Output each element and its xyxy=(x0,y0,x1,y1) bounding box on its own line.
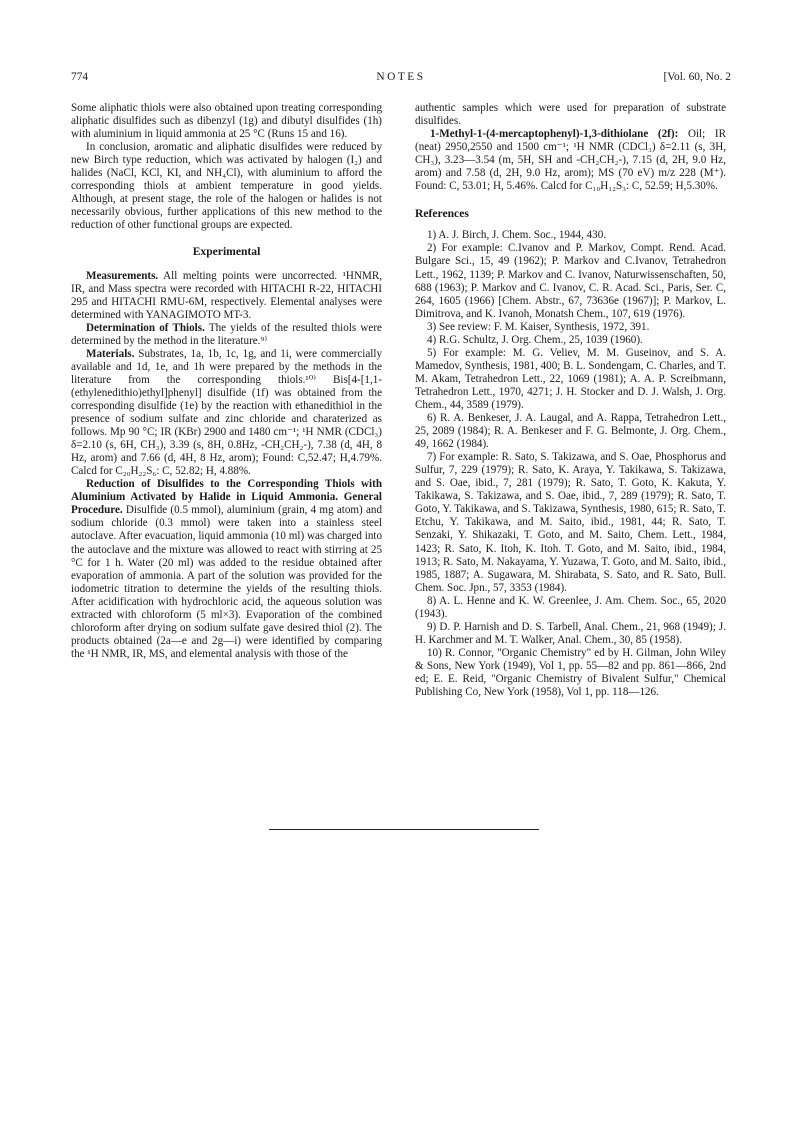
volume-info: [Vol. 60, No. 2 xyxy=(663,71,731,83)
right-column xyxy=(415,102,726,699)
reference-item: 1) A. J. Birch, J. Chem. Soc., 1944, 430. xyxy=(427,229,607,242)
reference-item: 7) For example: R. Sato, S. Takizawa, and S. Oae, Phosphorus and Sulfur, 7, 229 (1979); R. Sato, K. Araya, Y. Takikawa, S. Takizawa, and S. Oae, ibid., 7, 281 (1979); R. Sato, T. Goto, K. Kakuta, Y. Takikawa, S. Takizawa, and S. Oae, ibid., 7, 289 (1979); R. Sato, T. Goto, Y. Takikawa, and S. Takizawa, Synthesis, 1980, 615; R. Sato, T. Etchu, Y. Takikawa, and M. Saito, ibid., 1981, 44; R. Sato, T. Senzaki, Y. Shikazaki, T. Goto, and M. Saito, Chem. Lett., 1984, 1423; R. Sato, K. Itoh, K. Itoh. T. Goto, and M. Saito, ibid., 1984, 1913; R. Sato, M. Nakayama, Y. Yuzawa, T. Goto, and M. Saito, ibid., 1985, 1887; A. Sugawara, M. Shirabata, S. Sato, and R. Sato, Bull. Chem. Soc. Jpn., 57, 3353 (1984). xyxy=(415,451,727,594)
body-paragraph: Some aliphatic thiols were also obtained upon treating corresponding aliphatic disulfides such as dibenzyl (1g) and dibutyl disulfides (1h) with aluminium in liquid ammonia at 25 °C (Runs 15 and 16). xyxy=(71,102,382,141)
paragraph-text: The yields of the resulted thiols were determined by the method in the literature.⁹⁾ xyxy=(71,321,382,347)
reference-item: 2) For example: C.Ivanov and P. Markov, Compt. Rend. Acad. Bulgare Sci., 15, 49 (1962); P. Markov and C.Ivanov, Tetrahedron Lett., 1962, 1139; P. Markov and C. Ivanov, Naturwissenschaften, 50, 688 (1963); P. Markov and C. Ivanov, C. R. Acad. Sci., Paris, Ser. C, 264, 1605 (1966) [Chem. Abstr., 67, 73636e (1967)]; P. Markov, L. Dimitrova, and K. Ivanoh, Monatsh Chem., 107, 619 (1976). xyxy=(415,242,726,320)
run-in-heading: Reduction of Disulfides to the Corresponding Thiols with Aluminium Activated by Halide in Liquid Ammonia. General Procedure. xyxy=(71,478,382,517)
reference-item: 6) R. A. Benkeser, J. A. Laugal, and A. Rappa, Tetrahedron Lett., 25, 2089 (1984); R. A. Benkeser and F. G. Belmonte, J. Org. Chem., 49, 1662 (1984). xyxy=(415,412,726,451)
reference-list xyxy=(415,229,726,699)
reference-item: 10) R. Connor, "Organic Chemistry" ed by H. Gilman, John Wiley & Sons, New York (1949), Vol 1, pp. 55—82 and pp. 861—866, 2nd ed; E. E. Reid, "Organic Chemistry of Bivalent Sulfur," Chemical Publishing Co, New York (1958), Vol 1, pp. 118—126. xyxy=(415,646,726,699)
continued-paragraph: authentic samples which were used for preparation of substrate disulfides. xyxy=(415,102,726,128)
determination-paragraph xyxy=(71,322,382,348)
experimental-heading: Experimental xyxy=(192,245,261,259)
measurements-paragraph xyxy=(71,270,382,322)
reference-item: 4) R.G. Schultz, J. Org. Chem., 25, 1039 (1960). xyxy=(427,333,643,346)
running-header xyxy=(71,70,731,84)
reference-item: 8) A. L. Henne and K. W. Greenlee, J. Am. Chem. Soc., 65, 2020 (1943). xyxy=(415,594,726,620)
end-rule xyxy=(269,829,539,830)
paragraph-text: Oil; IR (neat) 2950,2550 and 1500 cm⁻¹; ¹H NMR (CDCl₃) δ=2.11 (s, 3H, CH₃), 3.23—3.54 (m, 5H, SH and -CH₂CH₂-), 7.15 (d, 2H, 9.0 Hz, arom) and 7.58 (d, 2H, 9.0 Hz, arom); MS (70 eV) m/z 228 (M⁺). Found: C, 53.01; H, 5.46%. Calcd for C₁₀H₁₂S₃: C, 52.59; H,5.30%. xyxy=(415,128,726,193)
body-paragraph: In conclusion, aromatic and aliphatic disulfides were reduced by new Birch type reduction, which was activated by halogen (I₂) and halides (NaCl, KCl, KI, and NH₄Cl), with aluminium to afford the corresponding thiols at ambient temperature in good yields. Although, at present stage, the role of the halogen or halides is not necessarily obvious, further applications of this new method to the reduction of other functional groups are expected. xyxy=(71,141,382,232)
paragraph-text: All melting points were uncorrected. ¹HNMR, IR, and Mass spectra were recorded with HITACHI R-22, HITACHI 295 and HITACHI RMU-6M, respectively. Elemental analyses were determined with YANAGIMOTO MT-3. xyxy=(71,269,382,321)
reference-item: 9) D. P. Harnish and D. S. Tarbell, Anal. Chem., 21, 968 (1949); J. H. Karchmer and M. T. Walker, Anal. Chem., 30, 85 (1958). xyxy=(415,620,726,646)
run-in-heading: Measurements. xyxy=(86,269,159,282)
procedure-paragraph xyxy=(71,478,382,661)
reference-item: 5) For example: M. G. Veliev, M. M. Guseinov, and S. A. Mamedov, Synthesis, 1981, 400; B. L. Sondengam, C. Charles, and T. M. Akam, Tetrahedron Lett., 22, 1069 (1981); A. A. P. Screibmann, Tetrahedron Lett., 1970, 4271; J. H. Stocker and D. J. Walsh, J. Org. Chem., 44, 3589 (1979). xyxy=(415,346,727,411)
references-heading: References xyxy=(415,207,469,221)
page-number: 774 xyxy=(71,71,89,83)
paragraph-text: Disulfide (0.5 mmol), aluminium (grain, 4 mg atom) and sodium chloride (0.3 mmol) were taken into a stainless steel autoclave. After evacuation, liquid ammonia (10 ml) was charged into the autoclave and the mixture was allowed to react with stirring at 25 °C for 1 h. Water (20 ml) was added to the residue obtained after evaporation of ammonia. A part of the solution was provided for the iodometric titration to determine the yields of the resulting thiols. After acidification with hydrochloric acid, the aqueous solution was extracted with chloroform (5 ml×3). Evaporation of the combined chloroform after drying on sodium sulfate gave desired thiol (2). The products obtained (2a—e and 2g—i) were identified by comparing the ¹H NMR, IR, MS, and elemental analysis with those of the xyxy=(71,504,382,660)
section-title: NOTES xyxy=(376,71,426,83)
compound-heading: 1-Methyl-1-(4-mercaptophenyl)-1,3-dithiolane (2f): xyxy=(430,128,679,141)
reference-item: 3) See review: F. M. Kaiser, Synthesis, 1972, 391. xyxy=(427,320,650,333)
paragraph-text: Substrates, 1a, 1b, 1c, 1g, and 1i, were commercially available and 1d, 1e, and 1h were prepared by the methods in the literature from the corresponding thiols.¹⁰⁾ Bis[4-[1,1-(ethylenedithio)ethyl]phenyl] disulfide (1f) was obtained from the corresponding disulfide (1e) by the reaction with ethanedithiol in the presence of sodium sulfate and zinc chloride and charaterized as follows. Mp 90 °C; IR (KBr) 2900 and 1480 cm⁻¹; ¹H NMR (CDCl₃) δ=2.10 (s, 6H, CH₃), 3.39 (s, 8H, 0.8Hz, -CH₂CH₂-), 7.38 (d, 4H, 8 Hz, arom) and 7.66 (d, 4H, 8 Hz, arom); Found: C,52.47; H,4.79%. Calcd for C₂₀H₂₂S₆: C, 52.82; H, 4.88%. xyxy=(71,347,382,478)
compound-paragraph xyxy=(415,128,726,193)
materials-paragraph xyxy=(71,348,382,478)
run-in-heading: Determination of Thiols. xyxy=(86,321,205,334)
run-in-heading: Materials. xyxy=(86,347,135,360)
left-column xyxy=(71,102,382,661)
